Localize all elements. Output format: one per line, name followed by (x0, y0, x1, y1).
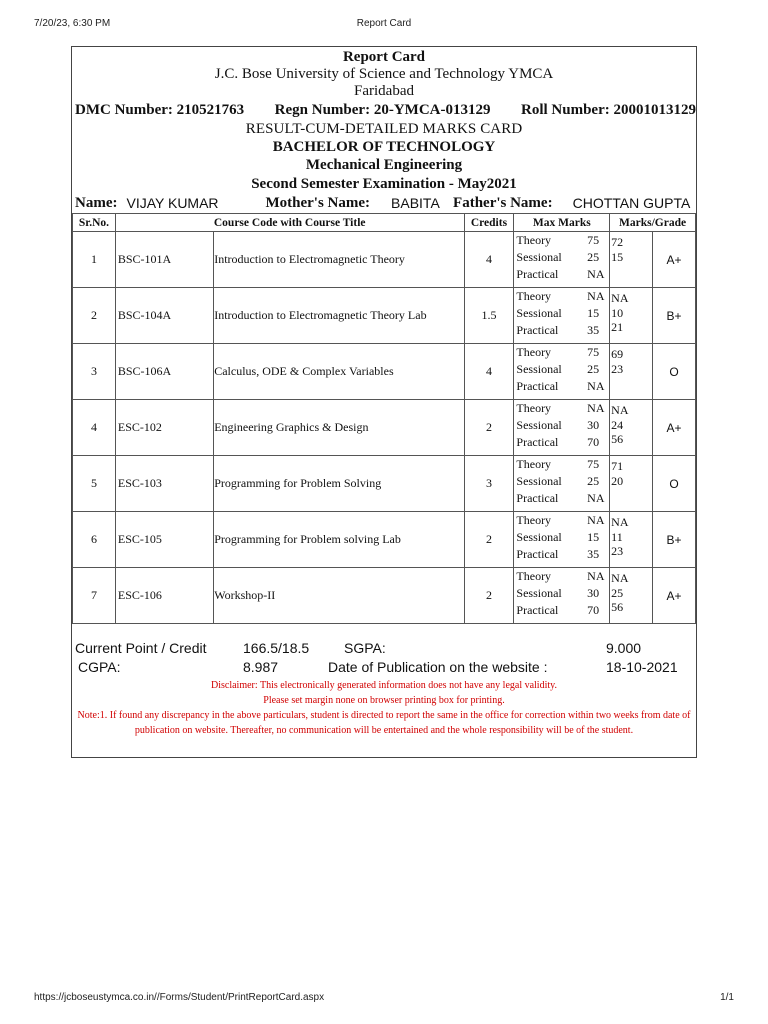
table-row (73, 288, 696, 344)
id-row (72, 100, 696, 121)
component-max: 15 (587, 306, 600, 320)
credits: 2 (464, 568, 514, 624)
header-sr: Sr.No. (73, 214, 116, 232)
component-max: 75 (587, 233, 600, 247)
component-max: 35 (587, 547, 600, 561)
obtained-mark: NA (611, 571, 629, 585)
grade: B+ (653, 288, 696, 344)
max-marks-line (514, 585, 609, 602)
component-max: NA (587, 289, 605, 303)
component-label: Practical (516, 435, 559, 449)
credits: 1.5 (464, 288, 514, 344)
obtained-marks (610, 232, 653, 288)
max-marks-line (514, 266, 609, 283)
course-code: BSC-101A (115, 232, 213, 288)
card-header (72, 47, 696, 100)
branch: Mechanical Engineering (305, 157, 463, 173)
obtained-mark: 71 (611, 459, 624, 473)
component-max: 25 (587, 250, 600, 264)
result-heading: RESULT-CUM-DETAILED MARKS CARD (245, 121, 523, 137)
max-marks-line (514, 546, 609, 563)
report-card (71, 46, 697, 758)
max-marks-line (514, 568, 609, 585)
grade: O (653, 344, 696, 400)
obtained-mark: NA (611, 403, 629, 417)
university-name: J.C. Bose University of Science and Technology YMCA (214, 66, 554, 82)
table-row (73, 512, 696, 568)
course-title: Programming for Problem solving Lab (214, 512, 464, 568)
credits: 4 (464, 344, 514, 400)
marks-table-body (73, 232, 696, 624)
table-row (73, 400, 696, 456)
serial-number: 4 (73, 400, 116, 456)
course-code: BSC-104A (115, 288, 213, 344)
component-label: Theory (516, 233, 552, 247)
roll-number: Roll Number: 20001013129 (521, 102, 696, 118)
component-label: Theory (516, 569, 552, 583)
disclaimer (72, 678, 696, 708)
grade: A+ (653, 568, 696, 624)
grade: B+ (653, 512, 696, 568)
credits: 2 (464, 400, 514, 456)
component-max: NA (587, 379, 605, 393)
component-max: 75 (587, 457, 600, 471)
component-max: 15 (587, 530, 600, 544)
obtained-mark: 23 (611, 544, 624, 558)
obtained-mark: 69 (611, 347, 624, 361)
max-marks-line (514, 417, 609, 434)
student-name: VIJAY KUMAR (126, 195, 219, 211)
obtained-mark: 15 (611, 249, 624, 264)
component-max: NA (587, 569, 605, 583)
component-label: Theory (516, 401, 552, 415)
university-city: Faridabad (354, 83, 414, 99)
header-marks-grade: Marks/Grade (610, 214, 696, 232)
course-code: ESC-103 (115, 456, 213, 512)
component-label: Theory (516, 289, 552, 303)
obtained-mark: 24 (611, 417, 624, 432)
obtained-marks (610, 288, 653, 344)
component-label: Theory (516, 513, 552, 527)
component-max: NA (587, 491, 605, 505)
component-max: 25 (587, 474, 600, 488)
header-max-marks: Max Marks (514, 214, 610, 232)
component-max: 30 (587, 418, 600, 432)
program-info (72, 121, 696, 194)
max-marks-line (514, 434, 609, 451)
course-title: Introduction to Electromagnetic Theory Lab (214, 288, 464, 344)
obtained-mark: 56 (611, 432, 624, 446)
course-title: Introduction to Electromagnetic Theory (214, 232, 464, 288)
max-marks-line (514, 473, 609, 490)
obtained-mark: 21 (611, 320, 624, 334)
component-max: NA (587, 513, 605, 527)
obtained-mark: 11 (611, 529, 623, 544)
obtained-marks (610, 512, 653, 568)
obtained-mark (611, 376, 652, 391)
course-code: ESC-105 (115, 512, 213, 568)
grade: A+ (653, 400, 696, 456)
component-label: Sessional (516, 586, 562, 600)
table-row (73, 456, 696, 512)
father-name-label: Father's Name: (453, 195, 553, 211)
disclaimer-line: Disclaimer: This electronically generated information does not have any legal validity. (211, 680, 557, 691)
max-marks (514, 400, 610, 456)
header-course: Course Code with Course Title (115, 214, 464, 232)
component-label: Sessional (516, 306, 562, 320)
cgpa-label: CGPA: (78, 659, 121, 675)
credits: 2 (464, 512, 514, 568)
cgpa-value: 8.987 (243, 659, 279, 675)
course-code: ESC-102 (115, 400, 213, 456)
print-instruction: Please set margin none on browser printing box for printing. (263, 695, 505, 706)
component-max: 30 (587, 586, 600, 600)
table-header-row (73, 214, 696, 232)
course-title: Programming for Problem Solving (214, 456, 464, 512)
obtained-mark (611, 264, 652, 279)
max-marks-line (514, 529, 609, 546)
serial-number: 1 (73, 232, 116, 288)
print-page-title: Report Card (356, 18, 412, 29)
max-marks-line (514, 361, 609, 378)
mother-name: BABITA (391, 195, 440, 211)
serial-number: 2 (73, 288, 116, 344)
max-marks (514, 568, 610, 624)
obtained-mark: NA (611, 515, 629, 529)
max-marks (514, 288, 610, 344)
table-row (73, 568, 696, 624)
regn-number: Regn Number: 20-YMCA-013129 (274, 102, 491, 118)
obtained-marks (610, 344, 653, 400)
father-name: CHOTTAN GUPTA (572, 195, 691, 211)
max-marks-line (514, 512, 609, 529)
sgpa-label: SGPA: (344, 640, 386, 656)
obtained-mark: 72 (611, 235, 624, 249)
component-label: Practical (516, 547, 559, 561)
max-marks-line (514, 456, 609, 473)
obtained-mark: 23 (611, 361, 624, 376)
summary (72, 640, 696, 678)
name-row (72, 194, 696, 213)
component-label: Theory (516, 345, 552, 359)
component-max: NA (587, 267, 605, 281)
component-label: Practical (516, 491, 559, 505)
credits: 4 (464, 232, 514, 288)
component-label: Sessional (516, 474, 562, 488)
max-marks-line (514, 400, 609, 417)
component-max: 70 (587, 603, 600, 617)
max-marks-line (514, 288, 609, 305)
course-code: ESC-106 (115, 568, 213, 624)
obtained-mark: 20 (611, 473, 624, 488)
course-title: Calculus, ODE & Complex Variables (214, 344, 464, 400)
print-url: https://jcboseustymca.co.in//Forms/Student/PrintReportCard.aspx (34, 992, 325, 1003)
obtained-mark: 56 (611, 600, 624, 614)
obtained-mark: NA (611, 291, 629, 305)
header-credits: Credits (464, 214, 514, 232)
component-label: Sessional (516, 362, 562, 376)
max-marks (514, 456, 610, 512)
student-name-label: Name: (75, 195, 118, 211)
degree: BACHELOR OF TECHNOLOGY (272, 139, 496, 155)
component-max: 70 (587, 435, 600, 449)
card-title: Report Card (342, 49, 426, 65)
course-title: Workshop-II (214, 568, 464, 624)
obtained-marks (610, 568, 653, 624)
table-row (73, 232, 696, 288)
dmc-number: DMC Number: 210521763 (75, 102, 245, 118)
point-credit-value: 166.5/18.5 (243, 640, 310, 656)
sgpa-value: 9.000 (606, 640, 642, 656)
max-marks (514, 344, 610, 400)
max-marks-line (514, 344, 609, 361)
course-code: BSC-106A (115, 344, 213, 400)
obtained-mark (611, 488, 652, 503)
max-marks-line (514, 602, 609, 619)
exam-name: Second Semester Examination - May2021 (251, 176, 517, 192)
component-max: 75 (587, 345, 600, 359)
max-marks-line (514, 322, 609, 339)
credits: 3 (464, 456, 514, 512)
publication-date: 18-10-2021 (606, 659, 678, 675)
max-marks-line (514, 249, 609, 266)
grade: O (653, 456, 696, 512)
component-label: Practical (516, 323, 559, 337)
course-title: Engineering Graphics & Design (214, 400, 464, 456)
max-marks-line (514, 490, 609, 507)
component-label: Practical (516, 379, 559, 393)
max-marks-line (514, 378, 609, 395)
discrepancy-note: Note:1. If found any discrepancy in the above particulars, student is directed to report the same in the office for correction within two weeks from date of publication on website. Thereafter, no communication will be entertained and the whole responsibility will be of the student. (77, 710, 691, 736)
component-label: Sessional (516, 418, 562, 432)
print-page-number: 1/1 (720, 992, 734, 1003)
serial-number: 3 (73, 344, 116, 400)
component-label: Practical (516, 603, 559, 617)
component-label: Practical (516, 267, 559, 281)
publication-date-label: Date of Publication on the website : (328, 659, 548, 675)
serial-number: 6 (73, 512, 116, 568)
print-datetime: 7/20/23, 6:30 PM (34, 18, 111, 29)
component-max: NA (587, 401, 605, 415)
point-credit-label: Current Point / Credit (75, 640, 207, 656)
serial-number: 7 (73, 568, 116, 624)
component-label: Sessional (516, 530, 562, 544)
obtained-marks (610, 456, 653, 512)
component-label: Theory (516, 457, 552, 471)
max-marks (514, 232, 610, 288)
component-max: 25 (587, 362, 600, 376)
mother-name-label: Mother's Name: (265, 195, 371, 211)
obtained-marks (610, 400, 653, 456)
obtained-mark: 10 (611, 305, 624, 320)
component-max: 35 (587, 323, 600, 337)
serial-number: 5 (73, 456, 116, 512)
max-marks (514, 512, 610, 568)
marks-table (72, 213, 696, 624)
print-header (0, 0, 768, 48)
max-marks-line (514, 305, 609, 322)
table-row (73, 344, 696, 400)
component-label: Sessional (516, 250, 562, 264)
max-marks-line (514, 232, 609, 249)
grade: A+ (653, 232, 696, 288)
obtained-mark: 25 (611, 585, 624, 600)
